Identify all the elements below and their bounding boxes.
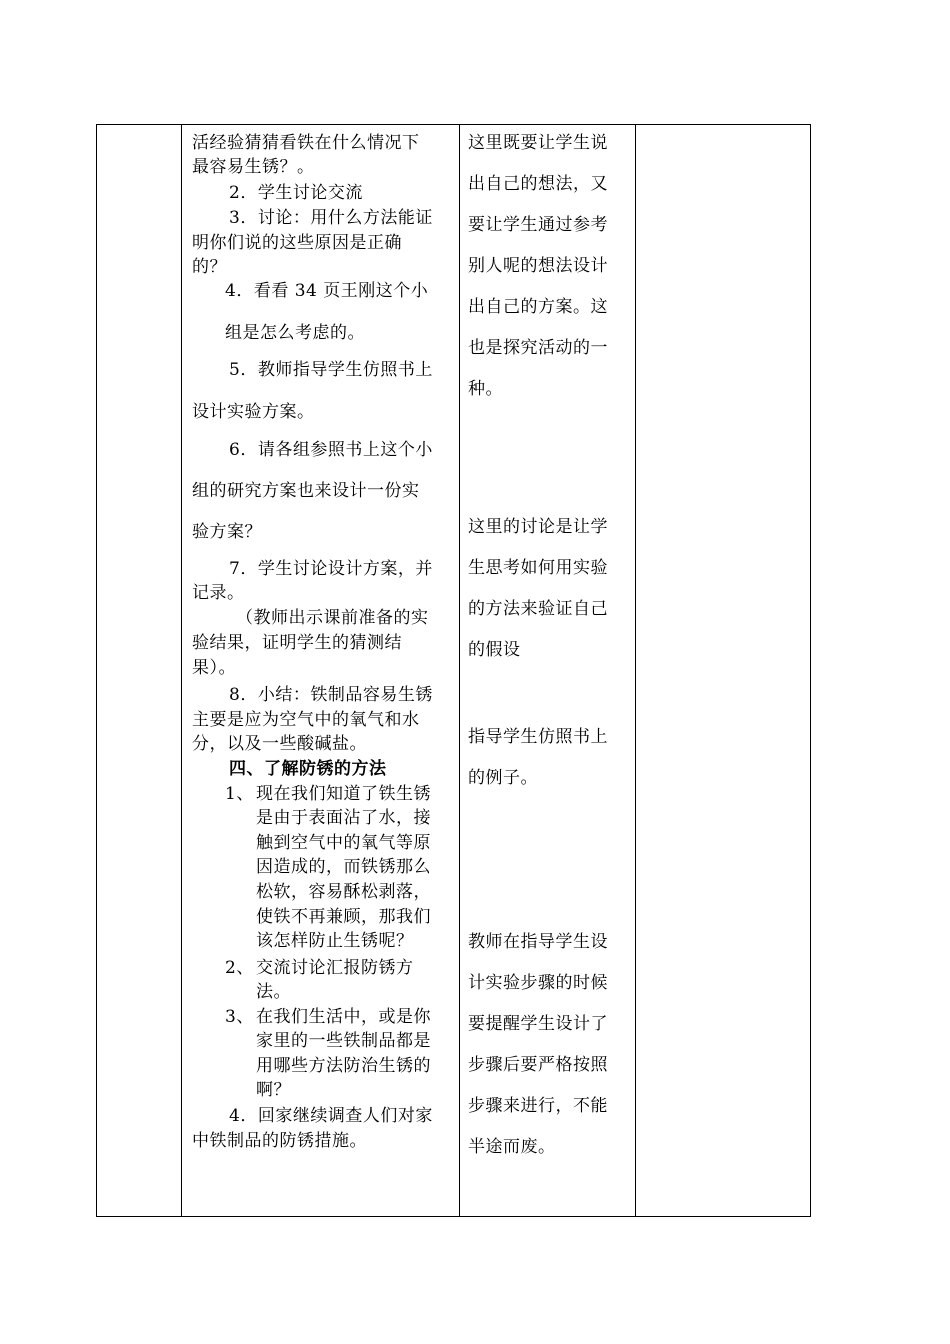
note-line: 种。 [468, 379, 503, 399]
text-line: 现在我们知道了铁生锈 [256, 784, 431, 804]
note-line: 的方法来验证自己 [468, 599, 608, 619]
note-line: 这里的讨论是让学 [468, 517, 608, 537]
note-line: 要提醒学生设计了 [468, 1014, 608, 1034]
note-line: 生思考如何用实验 [468, 558, 608, 578]
text-line: 组的研究方案也来设计一份实 [192, 481, 420, 501]
text-line: 果）。 [192, 658, 236, 678]
text-line: 8．小结：铁制品容易生锈 [229, 685, 433, 705]
text-line: 3．讨论：用什么方法能证 [229, 208, 433, 228]
text-line: 该怎样防止生锈呢？ [256, 931, 414, 951]
text-line: 验结果，证明学生的猜测结 [192, 633, 402, 653]
text-line: 设计实验方案。 [192, 402, 315, 422]
note-line: 出自己的方案。这 [468, 297, 608, 317]
text-line: 因造成的，而铁锈那么 [256, 857, 431, 877]
section-heading: 四、了解防锈的方法 [229, 759, 387, 779]
text-line: 交流讨论汇报防锈方 [256, 958, 414, 978]
text-line: 组是怎么考虑的。 [225, 323, 365, 343]
text-line: 是由于表面沾了水，接 [256, 808, 431, 828]
text-line: 啊？ [256, 1080, 291, 1100]
note-line: 计实验步骤的时候 [468, 973, 608, 993]
text-line: （教师出示课前准备的实 [236, 608, 429, 628]
text-line: 在我们生活中，或是你 [256, 1007, 431, 1027]
note-line: 步骤后要严格按照 [468, 1055, 608, 1075]
text-line: 验方案？ [192, 522, 262, 542]
text-line: 最容易生锈？。 [192, 157, 315, 177]
note-line: 的假设 [468, 640, 521, 660]
text-line: 分，以及一些酸碱盐。 [192, 734, 367, 754]
note-line: 出自己的想法，又 [468, 174, 608, 194]
note-line: 指导学生仿照书上 [468, 727, 608, 747]
text-line: 法。 [256, 982, 291, 1002]
list-number: 1、 [225, 784, 254, 804]
text-line: 4．回家继续调查人们对家 [229, 1106, 433, 1126]
text-line: 2．学生讨论交流 [229, 183, 363, 203]
text-line: 6．请各组参照书上这个小 [229, 440, 433, 460]
note-line: 要让学生通过参考 [468, 215, 608, 235]
text-line: 5．教师指导学生仿照书上 [229, 360, 433, 380]
column-divider [181, 125, 182, 1216]
text-line: 活经验猜猜看铁在什么情况下 [192, 133, 420, 153]
text-line: 4．看看 34 页王刚这个小 [225, 281, 429, 301]
text-line: 的？ [192, 257, 227, 277]
text-line: 明你们说的这些原因是正确 [192, 233, 402, 253]
text-line: 家里的一些铁制品都是 [256, 1031, 431, 1051]
text-line: 触到空气中的氧气等原 [256, 833, 431, 853]
note-line: 半途而废。 [468, 1137, 556, 1157]
list-number: 3、 [225, 1007, 254, 1027]
text-line: 松软，容易酥松剥落， [256, 882, 431, 902]
note-line: 这里既要让学生说 [468, 133, 608, 153]
left-empty-cell [97, 125, 181, 1216]
right-empty-cell [635, 125, 810, 1216]
note-line: 步骤来进行，不能 [468, 1096, 608, 1116]
text-line: 主要是应为空气中的氧气和水 [192, 710, 420, 730]
text-line: 用哪些方法防治生锈的 [256, 1056, 431, 1076]
note-line: 教师在指导学生设 [468, 932, 608, 952]
text-line: 使铁不再兼顾，那我们 [256, 907, 431, 927]
list-number: 2、 [225, 958, 254, 978]
text-line: 记录。 [192, 583, 245, 603]
column-divider [459, 125, 460, 1216]
text-line: 7．学生讨论设计方案，并 [229, 559, 433, 579]
note-line: 也是探究活动的一 [468, 338, 608, 358]
note-line: 别人呢的想法设计 [468, 256, 608, 276]
text-line: 中铁制品的防锈措施。 [192, 1131, 367, 1151]
note-line: 的例子。 [468, 768, 538, 788]
